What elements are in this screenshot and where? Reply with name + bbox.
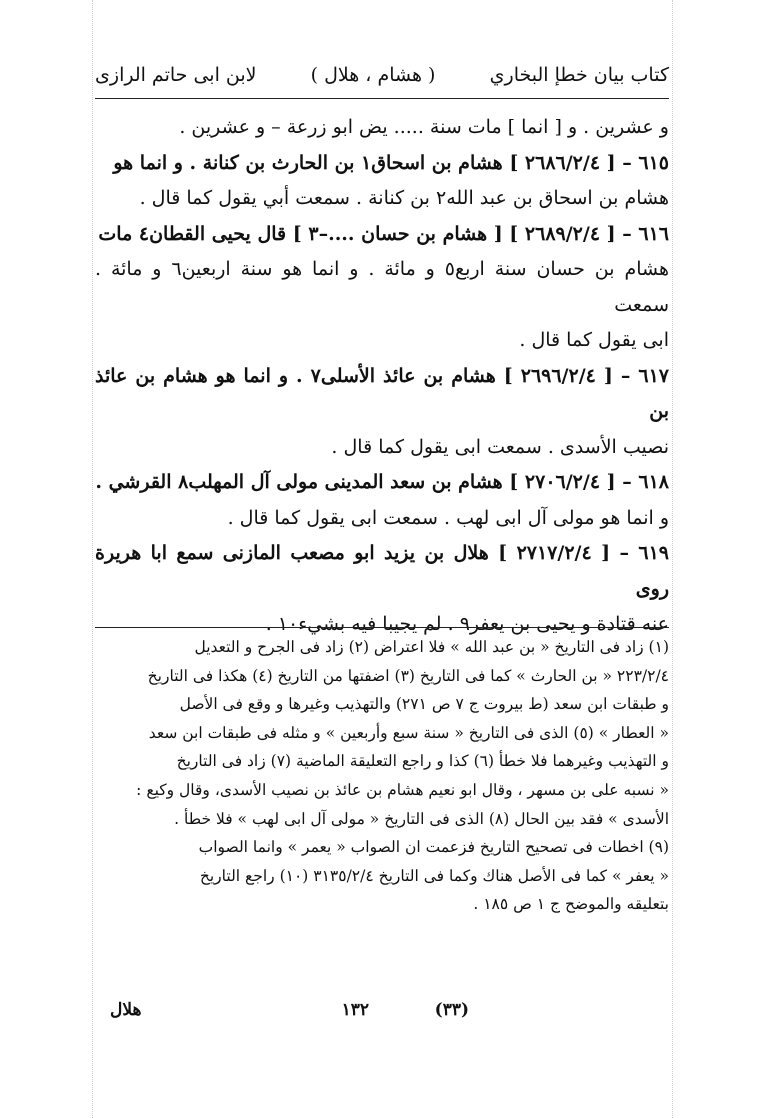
text-line: ٦١٩ – [ ٢٧١٧/٢/٤ ] هلال بن يزيد ابو مصعب المازنى سمع ابا هريرة روى <box>95 542 669 600</box>
scan-guide-line <box>92 0 93 1118</box>
footnote-rule <box>95 627 669 628</box>
footnotes <box>95 633 669 983</box>
text-line: ٦١٥ – [ ٢٦٨٦/٢/٤ ] هشام بن اسحاق١ بن الحارث بن كنانة . و انما هو <box>113 151 669 174</box>
page-footer <box>110 1000 654 1030</box>
header-section: ( هشام ، هلال ) <box>310 64 436 86</box>
text-line: ٦١٦ – [ ٢٦٨٩/٢/٤ ] [ هشام بن حسان ....–٣ ] قال يحيى القطان٤ مات <box>98 222 669 245</box>
text-line: و عشرين . و [ انما ] مات سنة ..... يض ابو زرعة – و عشرين . <box>179 116 669 138</box>
text-line: ابى يقول كما قال . <box>519 329 669 351</box>
page-number: ١٣٢ <box>341 1000 369 1020</box>
main-text <box>95 110 669 635</box>
header-title: كتاب بيان خطإ البخاري <box>489 64 669 86</box>
running-header <box>95 58 669 92</box>
text-line: نصيب الأسدى . سمعت ابى يقول كما قال . <box>331 435 669 458</box>
footnote-line: بتعليقه والموضح ج ١ ص ١٨٥ . <box>473 895 669 914</box>
sequence-number: (٣٣) <box>434 1000 469 1020</box>
footnote-line: الأسدى » فقد بين الحال (٨) الذى فى التاريخ « مولى آل ابى لهب » فلا خطأ . <box>174 809 669 828</box>
footnote-line: (١) زاد فى التاريخ « بن عبد الله » فلا اعتراض (٢) زاد فى الجرح و التعديل <box>194 638 669 656</box>
text-line: و انما هو مولى آل ابى لهب . سمعت ابى يقول كما قال . <box>227 506 669 529</box>
footnote-line: « نسبه على بن مسهر ، وقال ابو نعيم هشام بن عائذ بن نصيب الأسدى، وقال وكيع : <box>136 780 669 799</box>
footnote-line: و التهذيب وغيرهما فلا خطأ (٦) كذا و راجع التعليقة الماضية (٧) زاد فى التاريخ <box>176 752 669 771</box>
text-line: ٦١٧ – [ ٢٦٩٦/٢/٤ ] هشام بن عائذ الأسلى٧ . و انما هو هشام بن عائذ بن <box>95 364 669 422</box>
text-line: هشام بن اسحاق بن عبد الله٢ بن كنانة . سمعت أبي يقول كما قال . <box>139 187 669 209</box>
header-rule <box>95 98 669 99</box>
text-line: عنه قتادة و يحيى بن يعفر٩ . لم يجيبا فيه بشيء١٠ . <box>265 613 669 635</box>
footnote-line: « يعفر » كما فى الأصل هناك وكما فى التاريخ ٣١٣٥/٢/٤ (١٠) راجع التاريخ <box>199 866 669 885</box>
text-line: هشام بن حسان سنة اربع٥ و مائة . و انما هو سنة اربعين٦ و مائة . سمعت <box>95 258 669 316</box>
text-line: ٦١٨ – [ ٢٧٠٦/٢/٤ ] هشام بن سعد المدينى مولى آل المهلب٨ القرشي . <box>95 471 669 493</box>
footnote-line: « العطار » (٥) الذى فى التاريخ « سنة سبع وأربعين » و مثله فى طبقات ابن سعد <box>148 723 669 742</box>
header-author: لابن ابى حاتم الرازى <box>95 64 257 86</box>
scan-guide-line <box>672 0 673 1118</box>
footnote-line: ٢٢٣/٢/٤ « بن الحارث » كما فى التاريخ (٣) اضفتها من التاريخ (٤) هكذا فى التاريخ <box>147 666 669 685</box>
footnote-line: و طبقات ابن سعد (ط بيروت ج ٧ ص ٢٧١) والتهذيب وغيرها و وقع فى الأصل <box>179 695 669 714</box>
catchword: هلال <box>110 1000 142 1020</box>
footnote-line: (٩) اخطات فى تصحيح التاريخ فزعمت ان الصواب « يعمر » وانما الصواب <box>198 838 669 857</box>
